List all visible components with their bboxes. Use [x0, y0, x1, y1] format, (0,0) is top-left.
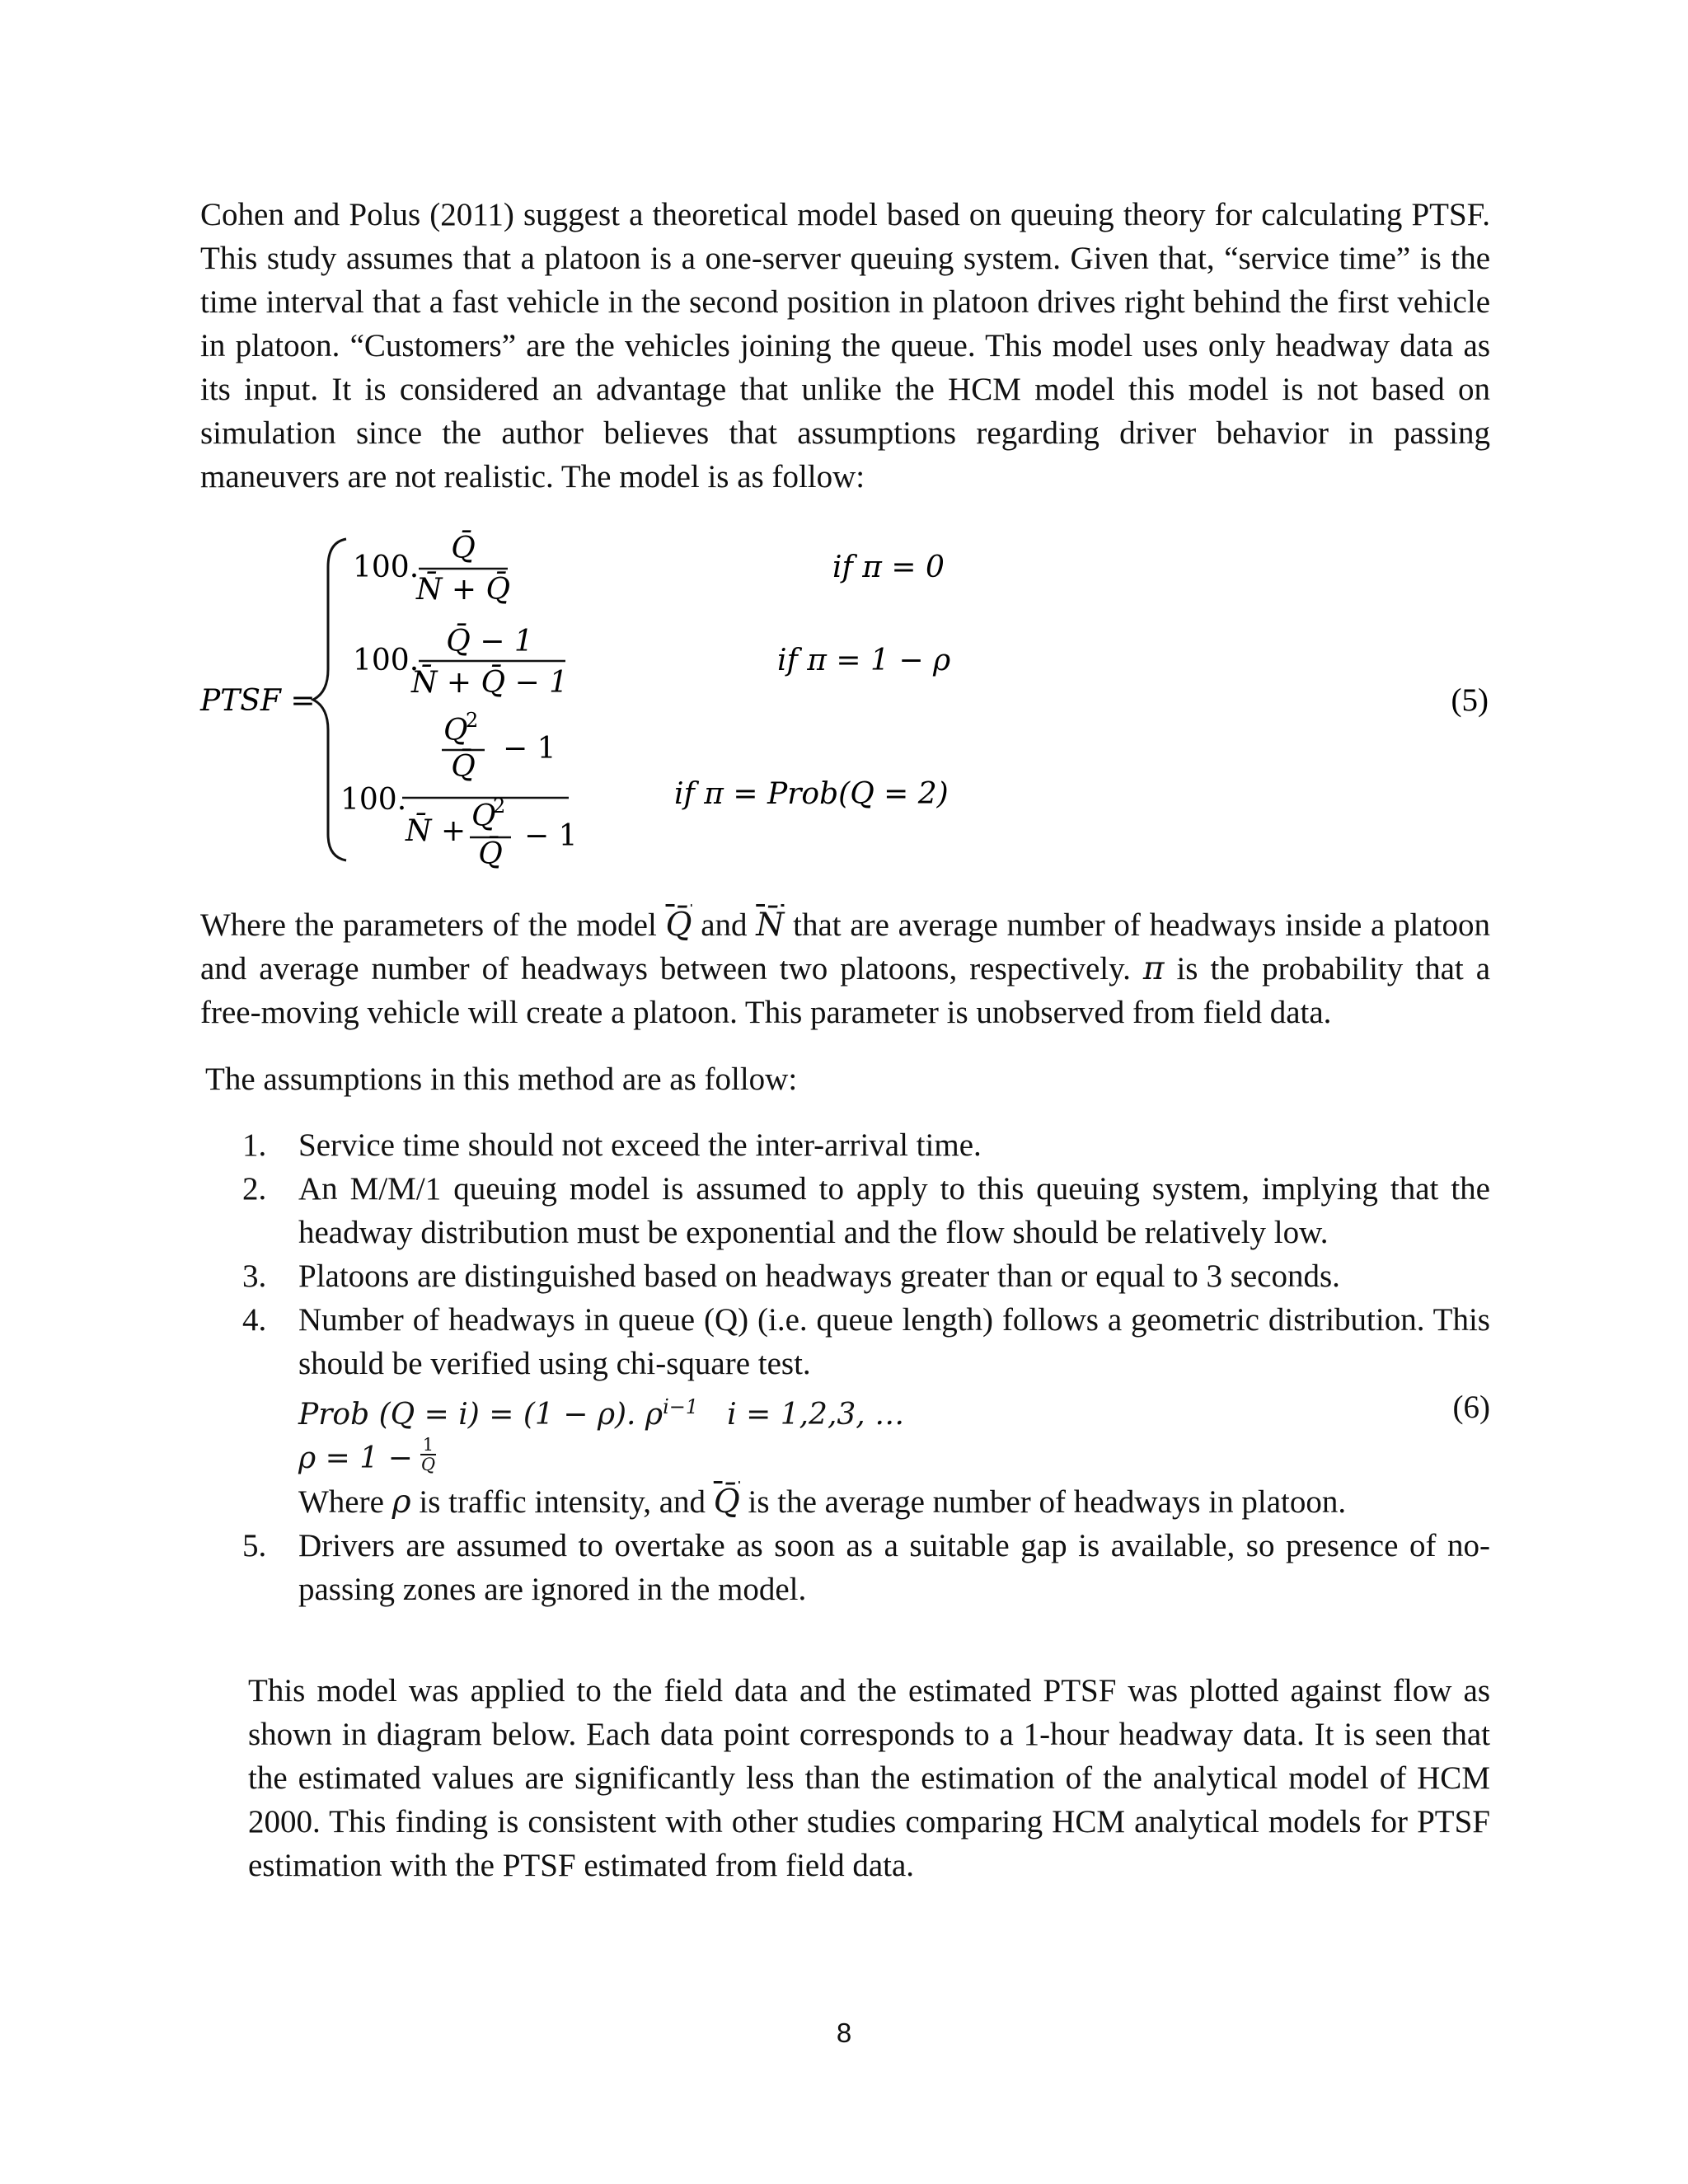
- list-item: [231, 1167, 1490, 1254]
- n-bar-symbol: N̄: [756, 907, 785, 944]
- rho-definition: [298, 1436, 1490, 1480]
- text-line: should be verified using chi-square test.: [298, 1346, 811, 1381]
- minus-one: − 1: [503, 732, 556, 766]
- condition: if π = 1 − ρ: [777, 644, 951, 677]
- text-line: An M/M/1 queuing model is assumed to apply to this queuing system, implying that the: [298, 1171, 1490, 1207]
- text-line: headway distribution must be exponential and the flow should be relatively low.: [298, 1215, 1329, 1250]
- list-number: 1.: [242, 1127, 267, 1163]
- page-number: 8: [836, 2018, 852, 2048]
- eq6-exponent: i−1: [663, 1395, 699, 1418]
- list-number: 5.: [242, 1528, 267, 1563]
- q-bar: Q̄: [478, 837, 503, 871]
- equation-5: [0, 519, 1688, 874]
- numerator: Q̄ − 1: [446, 625, 533, 658]
- exponent: 2: [466, 709, 479, 732]
- denominator: N̄ + Q̄ − 1: [410, 666, 569, 700]
- text-line: simulation since the author believes that assumptions regarding driver behavior in passing: [200, 415, 1490, 451]
- text-line: passing zones are ignored in the model.: [298, 1572, 807, 1607]
- text-line: maneuvers are not realistic. The model is as follow:: [200, 459, 865, 494]
- text-line: Service time should not exceed the inter-arrival time.: [298, 1127, 982, 1163]
- fraction-numerator: 1: [420, 1436, 436, 1455]
- text-line: free-moving vehicle will create a platoon. This parameter is unobserved from field data.: [200, 995, 1332, 1030]
- text-line: shown in diagram below. Each data point corresponds to a 1-hour headway data. It is seen that: [248, 1717, 1490, 1752]
- n-bar-plus: N̄ +: [406, 814, 467, 848]
- text-line: Drivers are assumed to overtake as soon as a suitable gap is available, so presence of no-: [298, 1528, 1490, 1563]
- text-run: Where: [298, 1484, 384, 1520]
- text-line: This model was applied to the field data and the estimated PTSF was plotted against flow as: [248, 1673, 1490, 1708]
- list-item: [231, 1123, 1490, 1167]
- exponent: 2: [493, 794, 506, 818]
- text-line: its input. It is considered an advantage that unlike the HCM model this model is not based on: [200, 372, 1490, 407]
- rho-fraction: [420, 1436, 436, 1474]
- coefficient: 100.: [340, 783, 407, 817]
- text-line: 2000. This finding is consistent with other studies comparing HCM analytical models for PTSF: [248, 1804, 1490, 1840]
- text-line: Number of headways in queue (Q) (i.e. queue length) follows a geometric distribution. This: [298, 1302, 1490, 1338]
- text-line: Cohen and Polus (2011) suggest a theoretical model based on queuing theory for calculating PTSF.: [200, 197, 1490, 232]
- text-run: that are average number of headways inside a platoon: [793, 907, 1491, 943]
- list-number: 4.: [242, 1302, 267, 1338]
- list-item: [231, 1524, 1490, 1611]
- eq6-main: Prob (Q = i) = (1 − ρ). ρ: [298, 1398, 663, 1432]
- eq6-range: i = 1,2,3, …: [727, 1398, 905, 1432]
- rho-lhs: ρ = 1 −: [298, 1441, 413, 1475]
- q-squared: Q: [471, 799, 496, 833]
- equation-number: (5): [1451, 682, 1489, 718]
- numerator: Q̄: [451, 532, 476, 565]
- text-line: The assumptions in this method are as follow:: [205, 1062, 798, 1097]
- coefficient: 100.: [353, 551, 420, 584]
- text-line: estimation with the PTSF estimated from field data.: [248, 1848, 915, 1883]
- assumptions-list: [231, 1123, 1490, 1611]
- q-bar-symbol: Q̄: [713, 1483, 740, 1521]
- intro-paragraph: [200, 193, 1490, 499]
- text-line: This study assumes that a platoon is a one-server queuing system. Given that, “service time” is the: [200, 241, 1490, 276]
- q-bar-symbol: Q̄: [665, 907, 692, 944]
- text-run: is traffic intensity, and: [419, 1484, 706, 1520]
- text-run: and average number of headways between two platoons, respectively.: [200, 951, 1131, 987]
- text-line: in platoon. “Customers” are the vehicles joining the queue. This model uses only headway data as: [200, 328, 1490, 363]
- equation-6: [298, 1385, 1490, 1436]
- denominator: N̄ + Q̄: [415, 573, 511, 607]
- list-item: [231, 1254, 1490, 1298]
- condition: if π = 0: [832, 551, 945, 584]
- parameters-paragraph: [200, 903, 1490, 1034]
- list-number: 3.: [242, 1258, 267, 1294]
- equation-number: (6): [1452, 1390, 1490, 1425]
- minus-one: − 1: [524, 819, 578, 853]
- q-bar: Q̄: [451, 750, 476, 784]
- q-squared: Q: [443, 714, 468, 748]
- text-run: and: [701, 907, 748, 943]
- text-run: is the average number of headways in platoon.: [748, 1484, 1347, 1520]
- list-item: [231, 1298, 1490, 1524]
- text-run: Where the parameters of the model: [200, 907, 657, 943]
- rho-symbol: ρ: [392, 1483, 411, 1521]
- condition: if π = Prob(Q = 2): [674, 777, 949, 811]
- text-line: [200, 903, 1490, 947]
- text-line: Platoons are distinguished based on headways greater than or equal to 3 seconds.: [298, 1258, 1340, 1294]
- results-paragraph: [248, 1669, 1490, 1887]
- text-line: [298, 1480, 1490, 1524]
- coefficient: 100.: [353, 644, 420, 677]
- pi-symbol: π: [1142, 950, 1165, 987]
- text-run: is the probability that a: [1176, 951, 1491, 987]
- fraction-denominator: Q̄: [420, 1454, 436, 1474]
- assumptions-intro: [205, 1057, 1495, 1101]
- list-number: 2.: [242, 1171, 267, 1207]
- text-line: time interval that a fast vehicle in the second position in platoon drives right behind the first vehicle: [200, 284, 1490, 320]
- text-line: [200, 947, 1490, 991]
- equation-lhs: PTSF =: [200, 684, 316, 718]
- text-line: the estimated values are significantly less than the estimation of the analytical model of HCM: [248, 1760, 1490, 1796]
